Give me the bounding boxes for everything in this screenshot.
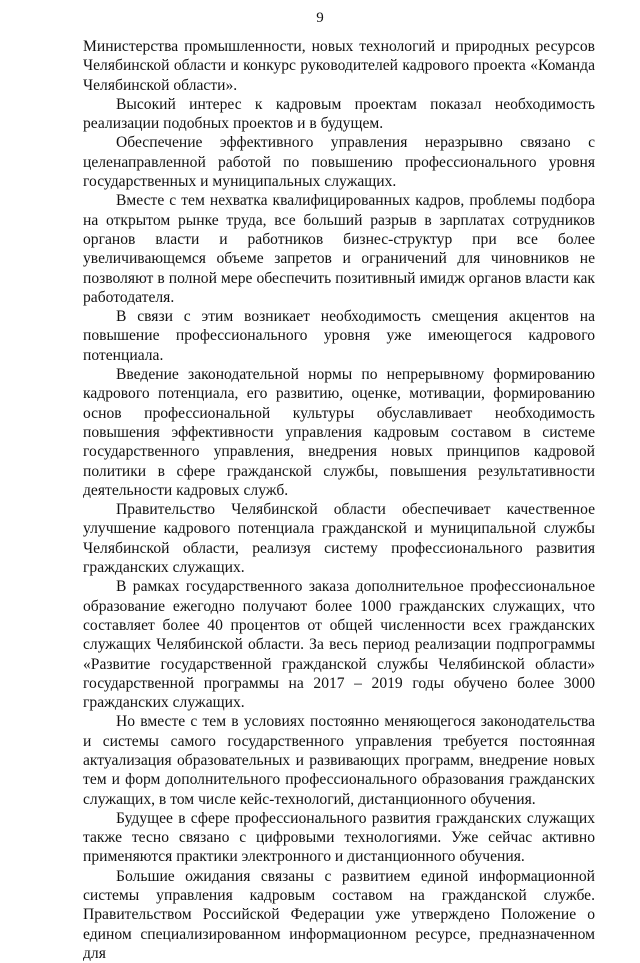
paragraph-8: В рамках государственного заказа дополнительное профессиональное образование ежегодно получают более 1000 гражданских служащих, что составляет более 40 процентов от общей численности всех гражданских служащих Челябинской области. За весь период реализации подпрограммы «Развитие государственной гражданской службы Челябинской области» государственной программы на 2017 – 2019 годы обучено более 3000 гражданских служащих. — [83, 578, 595, 712]
paragraph-4: Вместе с тем нехватка квалифицированных кадров, проблемы подбора на открытом рынке труда, все больший разрыв в зарплатах сотрудников органов власти и работников бизнес-структур при все более увеличивающемся объеме запретов и ограничений для чиновников не позволяют в полной мере обеспечить позитивный имидж органов власти как работодателя. — [83, 192, 595, 306]
paragraph-7: Правительство Челябинской области обеспечивает качественное улучшение кадрового потенциала гражданской и муниципальной службы Челябинской области, реализуя систему профессионального развития гражданских служащих. — [83, 501, 595, 577]
paragraph-1: Министерства промышленности, новых технологий и природных ресурсов Челябинской области и конкурс руководителей кадрового проекта «Команда Челябинской области». — [83, 38, 595, 94]
paragraph-6: Введение законодательной нормы по непрерывному формированию кадрового потенциала, его развитию, оценке, мотивации, формированию основ профессиональной культуры обуславливает необходимость повышения эффективности управления кадровым составом в системе государственного управления, внедрения новых принципов кадровой политики в сфере гражданской службы, повышения результативности деятельности кадровых служб. — [83, 366, 595, 499]
page-number: 9 — [316, 10, 324, 26]
paragraph-9: Но вместе с тем в условиях постоянно меняющегося законодательства и системы самого государственного управления требуется постоянная актуализация образовательных и развивающих программ, внедрение новых тем и форм дополнительного профессионального образования гражданских служащих, в том числе кейс-технологий, дистанционного обучения. — [83, 713, 595, 808]
paragraph-5: В связи с этим возникает необходимость смещения акцентов на повышение профессионального уровня уже имеющегося кадрового потенциала. — [83, 308, 595, 364]
paragraph-11: Большие ожидания связаны с развитием единой информационной системы управления кадровым составом на гражданской службе. Правительством Российской Федерации уже утверждено Положение о едином специализированном информационном ресурсе, предназначенном для — [83, 867, 595, 962]
paragraph-2: Высокий интерес к кадровым проектам показал необходимость реализации подобных проектов и в будущем. — [83, 95, 595, 133]
document-body — [83, 37, 595, 963]
paragraph-10: Будущее в сфере профессионального развития гражданских служащих также тесно связано с цифровыми технологиями. Уже сейчас активно применяются практики электронного и дистанционного обучения. — [83, 809, 595, 866]
paragraph-3: Обеспечение эффективного управления неразрывно связано с целенаправленной работой по повышению профессионального уровня государственных и муниципальных служащих. — [83, 134, 595, 191]
